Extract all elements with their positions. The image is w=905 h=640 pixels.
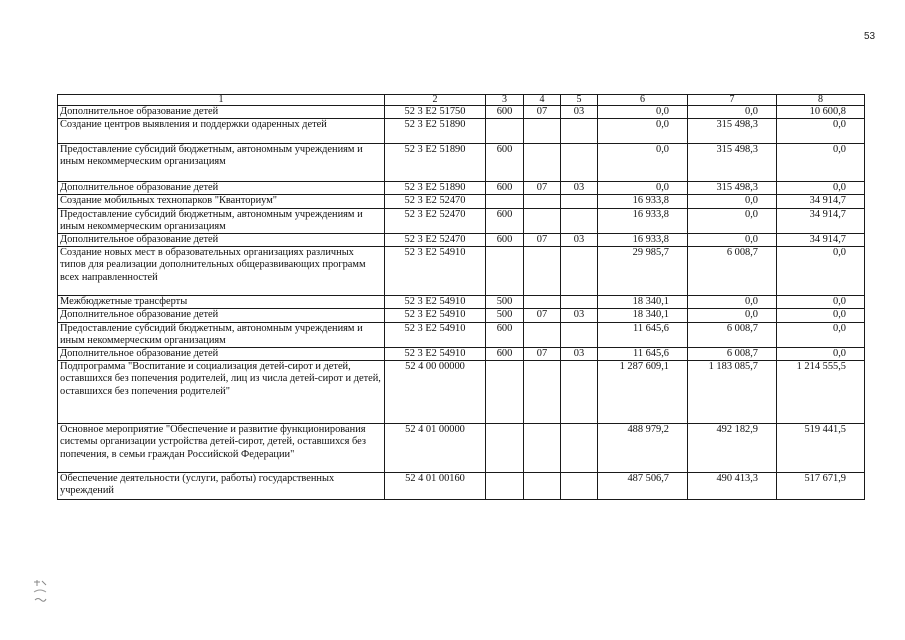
row-code: 52 3 E2 54910 — [385, 309, 486, 322]
column-header: 5 — [561, 95, 598, 106]
row-value-7: 6 008,7 — [688, 322, 777, 347]
row-name: Межбюджетные трансферты — [58, 296, 385, 309]
row-code: 52 4 01 00000 — [385, 424, 486, 473]
row-value-6: 0,0 — [598, 119, 688, 144]
row-c5 — [561, 424, 598, 473]
row-value-6: 16 933,8 — [598, 234, 688, 247]
row-value-6: 488 979,2 — [598, 424, 688, 473]
row-value-6: 18 340,1 — [598, 296, 688, 309]
row-value-8: 34 914,7 — [777, 195, 865, 208]
row-value-8: 517 671,9 — [777, 473, 865, 500]
table-row — [58, 348, 865, 361]
table-row — [58, 473, 865, 500]
row-value-7: 0,0 — [688, 208, 777, 233]
row-c3: 500 — [486, 309, 524, 322]
row-code: 52 3 E2 51890 — [385, 182, 486, 195]
row-name: Дополнительное образование детей — [58, 348, 385, 361]
row-name: Предоставление субсидий бюджетным, автономным учреждениям и иным некоммерческим организациям — [58, 322, 385, 347]
table-row — [58, 106, 865, 119]
row-code: 52 3 E2 51890 — [385, 144, 486, 182]
row-value-7: 6 008,7 — [688, 247, 777, 296]
row-name: Предоставление субсидий бюджетным, автономным учреждениям и иным некоммерческим организациям — [58, 208, 385, 233]
row-c5: 03 — [561, 182, 598, 195]
row-c3 — [486, 473, 524, 500]
row-name: Предоставление субсидий бюджетным, автономным учреждениям и иным некоммерческим организациям — [58, 144, 385, 182]
table-row — [58, 361, 865, 424]
table-row — [58, 309, 865, 322]
row-c3: 600 — [486, 208, 524, 233]
stamp-mark-icon — [32, 578, 52, 608]
row-value-8: 1 214 555,5 — [777, 361, 865, 424]
row-code: 52 3 E2 54910 — [385, 348, 486, 361]
row-code: 52 3 E2 52470 — [385, 208, 486, 233]
row-c5 — [561, 119, 598, 144]
row-c4 — [524, 119, 561, 144]
row-code: 52 3 E2 54910 — [385, 296, 486, 309]
table-row — [58, 234, 865, 247]
table-row — [58, 144, 865, 182]
row-code: 52 3 E2 51890 — [385, 119, 486, 144]
row-value-7: 0,0 — [688, 296, 777, 309]
table-row — [58, 119, 865, 144]
row-value-6: 0,0 — [598, 182, 688, 195]
row-c3: 500 — [486, 296, 524, 309]
row-c4 — [524, 473, 561, 500]
table-row — [58, 182, 865, 195]
row-c4 — [524, 424, 561, 473]
row-code: 52 3 E2 52470 — [385, 195, 486, 208]
row-c4 — [524, 361, 561, 424]
row-c5: 03 — [561, 106, 598, 119]
row-value-8: 0,0 — [777, 182, 865, 195]
page-number: 53 — [864, 31, 876, 42]
row-value-8: 34 914,7 — [777, 208, 865, 233]
row-name: Основное мероприятие "Обеспечение и развитие функционирования системы организации устройства детей-сирот, детей, оставшихся без попечения, в семьи граждан Российской Федерации" — [58, 424, 385, 473]
row-value-7: 490 413,3 — [688, 473, 777, 500]
row-c5 — [561, 296, 598, 309]
row-value-8: 0,0 — [777, 296, 865, 309]
row-name: Создание центров выявления и поддержки одаренных детей — [58, 119, 385, 144]
row-c3: 600 — [486, 182, 524, 195]
row-code: 52 3 E2 54910 — [385, 247, 486, 296]
row-value-6: 18 340,1 — [598, 309, 688, 322]
row-c3: 600 — [486, 106, 524, 119]
row-code: 52 3 E2 54910 — [385, 322, 486, 347]
row-value-7: 0,0 — [688, 195, 777, 208]
row-c4 — [524, 144, 561, 182]
row-value-8: 0,0 — [777, 119, 865, 144]
table-row — [58, 195, 865, 208]
row-name: Создание новых мест в образовательных организациях различных типов для реализации дополнительных общеразвивающих программ всех направленностей — [58, 247, 385, 296]
row-c5: 03 — [561, 309, 598, 322]
row-value-7: 0,0 — [688, 234, 777, 247]
row-c5 — [561, 473, 598, 500]
row-c5 — [561, 208, 598, 233]
row-value-8: 0,0 — [777, 348, 865, 361]
row-c5 — [561, 322, 598, 347]
row-c3: 600 — [486, 234, 524, 247]
row-value-8: 0,0 — [777, 309, 865, 322]
table-row — [58, 247, 865, 296]
table-header-row — [58, 95, 865, 106]
row-c4: 07 — [524, 309, 561, 322]
row-c3: 600 — [486, 348, 524, 361]
column-header: 3 — [486, 95, 524, 106]
table-row — [58, 208, 865, 233]
column-header: 4 — [524, 95, 561, 106]
row-c4 — [524, 247, 561, 296]
row-c3 — [486, 195, 524, 208]
row-value-6: 487 506,7 — [598, 473, 688, 500]
row-value-7: 6 008,7 — [688, 348, 777, 361]
row-c3 — [486, 119, 524, 144]
row-c3 — [486, 247, 524, 296]
row-name: Подпрограмма "Воспитание и социализация детей-сирот и детей, оставшихся без попечения родителей, лиц из числа детей-сирот и детей, оставшихся без попечения родителей" — [58, 361, 385, 424]
row-value-8: 34 914,7 — [777, 234, 865, 247]
row-value-8: 0,0 — [777, 247, 865, 296]
row-code: 52 3 E2 52470 — [385, 234, 486, 247]
row-name: Дополнительное образование детей — [58, 234, 385, 247]
row-value-7: 492 182,9 — [688, 424, 777, 473]
budget-table — [57, 94, 865, 500]
column-header: 8 — [777, 95, 865, 106]
row-c4 — [524, 296, 561, 309]
row-value-8: 519 441,5 — [777, 424, 865, 473]
row-c5 — [561, 144, 598, 182]
row-c3 — [486, 361, 524, 424]
row-code: 52 4 00 00000 — [385, 361, 486, 424]
row-c4 — [524, 322, 561, 347]
row-c3: 600 — [486, 144, 524, 182]
row-value-6: 16 933,8 — [598, 195, 688, 208]
row-name: Дополнительное образование детей — [58, 309, 385, 322]
row-name: Обеспечение деятельности (услуги, работы) государственных учреждений — [58, 473, 385, 500]
row-name: Дополнительное образование детей — [58, 106, 385, 119]
row-c4: 07 — [524, 106, 561, 119]
row-c5 — [561, 361, 598, 424]
row-name: Дополнительное образование детей — [58, 182, 385, 195]
column-header: 2 — [385, 95, 486, 106]
column-header: 6 — [598, 95, 688, 106]
row-c5 — [561, 195, 598, 208]
row-value-7: 0,0 — [688, 106, 777, 119]
row-c4: 07 — [524, 234, 561, 247]
row-c4 — [524, 195, 561, 208]
row-value-6: 0,0 — [598, 106, 688, 119]
row-value-7: 1 183 085,7 — [688, 361, 777, 424]
row-value-7: 0,0 — [688, 309, 777, 322]
row-name: Создание мобильных технопарков "Кванториум" — [58, 195, 385, 208]
row-value-6: 29 985,7 — [598, 247, 688, 296]
row-c5 — [561, 247, 598, 296]
row-value-7: 315 498,3 — [688, 144, 777, 182]
row-c3: 600 — [486, 322, 524, 347]
row-c3 — [486, 424, 524, 473]
row-code: 52 3 E2 51750 — [385, 106, 486, 119]
row-c4: 07 — [524, 182, 561, 195]
row-value-6: 1 287 609,1 — [598, 361, 688, 424]
row-value-8: 0,0 — [777, 322, 865, 347]
row-value-8: 10 600,8 — [777, 106, 865, 119]
table-row — [58, 296, 865, 309]
row-c4 — [524, 208, 561, 233]
table-row — [58, 424, 865, 473]
row-value-7: 315 498,3 — [688, 182, 777, 195]
row-value-7: 315 498,3 — [688, 119, 777, 144]
table-row — [58, 322, 865, 347]
row-value-6: 11 645,6 — [598, 322, 688, 347]
row-c5: 03 — [561, 348, 598, 361]
row-value-6: 0,0 — [598, 144, 688, 182]
column-header: 7 — [688, 95, 777, 106]
row-code: 52 4 01 00160 — [385, 473, 486, 500]
column-header: 1 — [58, 95, 385, 106]
row-value-8: 0,0 — [777, 144, 865, 182]
row-c5: 03 — [561, 234, 598, 247]
row-value-6: 16 933,8 — [598, 208, 688, 233]
scan-margin-marks — [32, 578, 52, 611]
row-c4: 07 — [524, 348, 561, 361]
row-value-6: 11 645,6 — [598, 348, 688, 361]
